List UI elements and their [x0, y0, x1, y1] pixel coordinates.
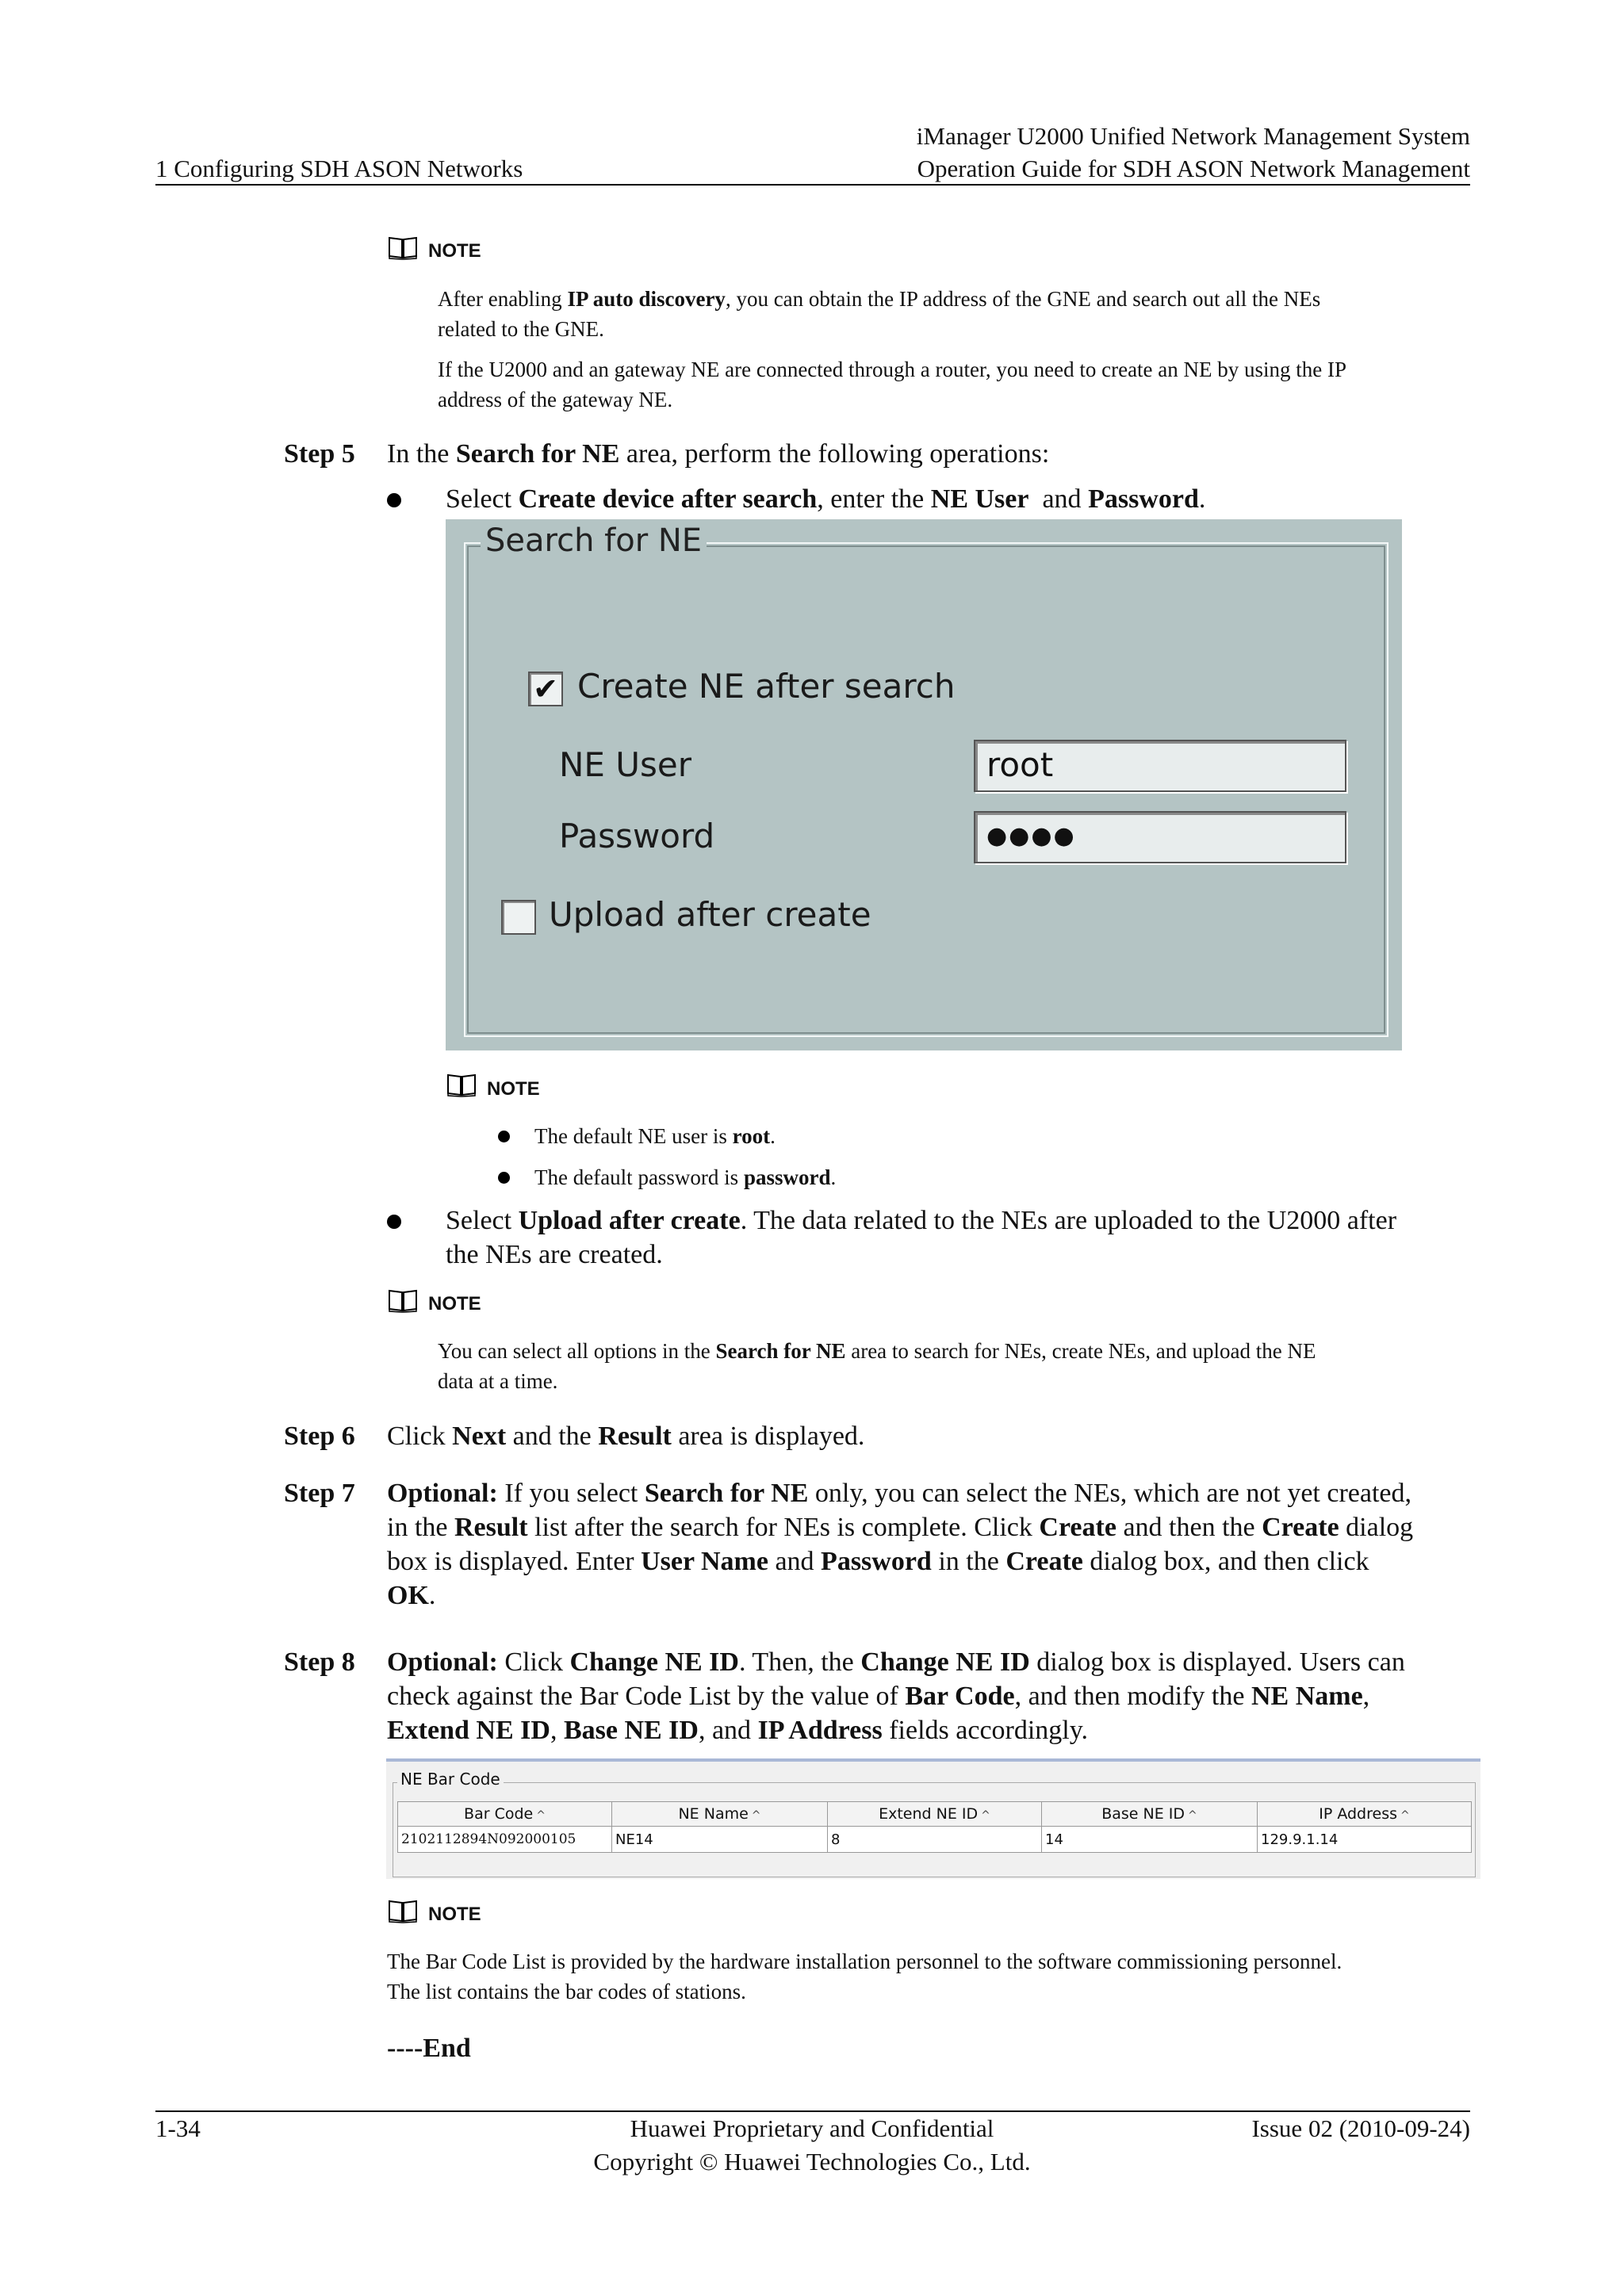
- note1-text: , you can obtain the IP address of the GNE and search out all the NEs: [725, 287, 1321, 311]
- step5-bullet2: [446, 1203, 1396, 1272]
- bullet-bold: NE User: [930, 484, 1029, 514]
- note1-text: After enabling: [438, 287, 568, 311]
- bullet-bold: Password: [1088, 484, 1199, 514]
- note4-line: The list contains the bar codes of stations.: [387, 1980, 746, 2003]
- step8-part: check against the Bar Code List by the value of: [387, 1682, 906, 1711]
- step7-bold: Create: [1005, 1547, 1083, 1576]
- note-label-1: NOTE: [428, 240, 481, 262]
- header-right-line2: Operation Guide for SDH ASON Network Management: [917, 155, 1470, 182]
- note-block-4: [387, 1898, 419, 1927]
- book-icon: [387, 1288, 419, 1313]
- footer-center-1: Huawei Proprietary and Confidential: [630, 2114, 994, 2142]
- cell-base-ne-id: 14: [1042, 1827, 1258, 1853]
- create-ne-label: Create NE after search: [577, 667, 956, 706]
- footer-page-number: 1-34: [155, 2114, 201, 2142]
- note2-bold: password: [743, 1165, 831, 1189]
- step8-part: ,: [550, 1716, 564, 1745]
- step7-bold: Result: [454, 1513, 528, 1542]
- cell-ip-address: 129.9.1.14: [1258, 1827, 1472, 1853]
- note3-part: data at a time.: [438, 1369, 558, 1393]
- step8-bold: Optional:: [387, 1647, 498, 1677]
- sort-icon: ^: [1188, 1809, 1197, 1822]
- step6-bold: Result: [598, 1422, 672, 1451]
- column-header-base-ne-id[interactable]: [1042, 1802, 1258, 1827]
- step6-text: [387, 1419, 864, 1453]
- footer-issue: Issue 02 (2010-09-24): [1251, 2114, 1470, 2142]
- upload-after-create-label: Upload after create: [549, 895, 871, 934]
- column-header-ip-address[interactable]: [1258, 1802, 1472, 1827]
- step7-part: box is displayed. Enter: [387, 1547, 642, 1576]
- sort-icon: ^: [981, 1809, 990, 1822]
- step7-part: dialog: [1339, 1513, 1414, 1542]
- column-header-bar-code[interactable]: [398, 1802, 612, 1827]
- note1-p2: [438, 354, 1346, 415]
- note2-text: The default password is: [534, 1165, 744, 1189]
- note2-text: .: [770, 1124, 776, 1148]
- cell-extend-ne-id: 8: [828, 1827, 1042, 1853]
- table-row[interactable]: [398, 1827, 1472, 1853]
- note2-bold: root: [732, 1124, 771, 1148]
- book-icon: [387, 1898, 419, 1923]
- column-header-label: Bar Code: [464, 1805, 534, 1823]
- step8-bold: Change NE ID: [860, 1647, 1030, 1677]
- book-icon: [446, 1072, 477, 1097]
- step8-part: ,: [1362, 1682, 1370, 1711]
- step8-part: . Then, the: [738, 1647, 861, 1677]
- footer-center-2: Copyright © Huawei Technologies Co., Ltd.: [593, 2148, 1031, 2175]
- step5-part: In the: [387, 439, 456, 469]
- bullet-part: .: [1198, 484, 1206, 514]
- step8-bold: Bar Code: [905, 1682, 1015, 1711]
- ne-bar-code-panel: [386, 1758, 1480, 1879]
- bullet: [387, 493, 401, 507]
- note3-part: You can select all options in the: [438, 1339, 716, 1363]
- column-header-label: Base NE ID: [1101, 1805, 1185, 1823]
- sort-icon: ^: [536, 1809, 546, 1822]
- end-marker: ----End: [387, 2034, 471, 2063]
- note1-bold: IP auto discovery: [567, 287, 726, 311]
- bullet-part: Select: [446, 484, 519, 514]
- step8-part: , and: [698, 1716, 758, 1745]
- create-ne-checkbox[interactable]: [528, 672, 563, 706]
- step8-bold: Extend NE ID: [387, 1716, 550, 1745]
- sort-icon: ^: [1400, 1809, 1410, 1822]
- note2-text: The default NE user is: [534, 1124, 733, 1148]
- note2-item1: [534, 1121, 776, 1151]
- bar-code-table: [397, 1801, 1472, 1853]
- step7-bold: User Name: [641, 1547, 768, 1576]
- header-left: 1 Configuring SDH ASON Networks: [155, 155, 523, 182]
- step7-part: If you select: [497, 1479, 645, 1508]
- step6-part: area is displayed.: [671, 1422, 865, 1451]
- note1-text: address of the gateway NE.: [438, 388, 673, 411]
- password-input[interactable]: ●●●●: [974, 811, 1346, 863]
- step5-bullet1: [446, 482, 1205, 516]
- bullet-part: and: [1028, 484, 1089, 514]
- column-header-ne-name[interactable]: [612, 1802, 828, 1827]
- book-icon: [387, 235, 419, 260]
- search-for-ne-panel: [446, 519, 1402, 1050]
- step8-label: Step 8: [284, 1647, 355, 1677]
- column-header-extend-ne-id[interactable]: [828, 1802, 1042, 1827]
- cell-bar-code: 2102112894N092000105: [398, 1827, 612, 1853]
- header-right-line1: iManager U2000 Unified Network Management System: [916, 122, 1470, 150]
- step5-bold: Search for NE: [455, 439, 620, 469]
- cell-ne-name: NE14: [612, 1827, 828, 1853]
- step6-bold: Next: [452, 1422, 507, 1451]
- bullet-bold: Upload after create: [518, 1206, 741, 1235]
- step7-bold: Optional:: [387, 1479, 498, 1508]
- step7-part: list after the search for NEs is complete. Click: [527, 1513, 1040, 1542]
- upload-after-create-checkbox[interactable]: [501, 900, 536, 935]
- step7-part: in the: [931, 1547, 1006, 1576]
- bullet-part: Select: [446, 1206, 519, 1235]
- table-header-row: [398, 1802, 1472, 1827]
- step8-part: dialog box is displayed. Users can: [1029, 1647, 1405, 1677]
- step7-bold: Password: [821, 1547, 932, 1576]
- step8-part: , and then modify the: [1014, 1682, 1251, 1711]
- bullet: [498, 1172, 510, 1184]
- sort-icon: ^: [751, 1809, 761, 1822]
- note4-text: [387, 1946, 1342, 2007]
- step8-bold: Base NE ID: [563, 1716, 699, 1745]
- step7-text: [387, 1476, 1413, 1613]
- note2-text: .: [830, 1165, 837, 1189]
- bullet-bold: Create device after search: [518, 484, 818, 514]
- ne-bar-code-legend: NE Bar Code: [397, 1770, 504, 1789]
- column-header-label: NE Name: [678, 1805, 749, 1823]
- step7-part: and then the: [1116, 1513, 1262, 1542]
- step7-bold: Create: [1262, 1513, 1339, 1542]
- header-rule: [155, 184, 1470, 186]
- step6-part: Click: [387, 1422, 453, 1451]
- password-label: Password: [559, 817, 715, 855]
- bullet: [387, 1215, 401, 1229]
- step8-bold: IP Address: [757, 1716, 883, 1745]
- ne-user-label: NE User: [559, 745, 692, 784]
- step7-bold: OK: [387, 1581, 429, 1610]
- step7-part: .: [428, 1581, 436, 1610]
- bullet-part: , enter the: [817, 484, 931, 514]
- step7-part: dialog box, and then click: [1082, 1547, 1369, 1576]
- note-label-3: NOTE: [428, 1293, 481, 1314]
- ne-user-input[interactable]: root: [974, 740, 1346, 792]
- step8-part: Click: [497, 1647, 570, 1677]
- bullet-part: . The data related to the NEs are uploaded to the U2000 after: [740, 1206, 1397, 1235]
- note-label-4: NOTE: [428, 1904, 481, 1925]
- note3-part: area to search for NEs, create NEs, and upload the NE: [845, 1339, 1316, 1363]
- step7-part: and: [768, 1547, 822, 1576]
- note-label-2: NOTE: [487, 1078, 540, 1100]
- note1-text: If the U2000 and an gateway NE are connected through a router, you need to create an NE by using the IP: [438, 358, 1347, 381]
- step7-part: in the: [387, 1513, 454, 1542]
- note-block-2: [446, 1072, 477, 1101]
- note4-line: The Bar Code List is provided by the hardware installation personnel to the software commissioning personnel.: [387, 1950, 1342, 1973]
- note2-item2: [534, 1162, 836, 1192]
- step7-bold: Create: [1039, 1513, 1116, 1542]
- column-header-label: Extend NE ID: [879, 1805, 979, 1823]
- step8-bold: NE Name: [1251, 1682, 1363, 1711]
- step8-text: [387, 1645, 1405, 1747]
- step7-bold: Search for NE: [644, 1479, 809, 1508]
- note-block-1: [387, 235, 419, 264]
- bullet: [498, 1131, 510, 1142]
- note1-p1: [438, 284, 1320, 344]
- step5-part: area, perform the following operations:: [619, 439, 1050, 469]
- step7-label: Step 7: [284, 1479, 355, 1508]
- step7-part: only, you can select the NEs, which are not yet created,: [808, 1479, 1411, 1508]
- step5-label: Step 5: [284, 439, 355, 469]
- step6-label: Step 6: [284, 1422, 355, 1451]
- search-for-ne-legend: Search for NE: [481, 522, 707, 559]
- step6-part: and the: [506, 1422, 599, 1451]
- step8-part: fields accordingly.: [882, 1716, 1089, 1745]
- note3-text: [438, 1336, 1316, 1396]
- step8-bold: Change NE ID: [569, 1647, 739, 1677]
- column-header-label: IP Address: [1319, 1805, 1398, 1823]
- note1-text: related to the GNE.: [438, 317, 604, 341]
- checkmark-icon: ✔: [533, 672, 558, 706]
- note-block-3: [387, 1288, 419, 1317]
- bullet-part: the NEs are created.: [446, 1240, 663, 1269]
- step5-text: [387, 437, 1049, 471]
- note3-bold: Search for NE: [715, 1339, 846, 1363]
